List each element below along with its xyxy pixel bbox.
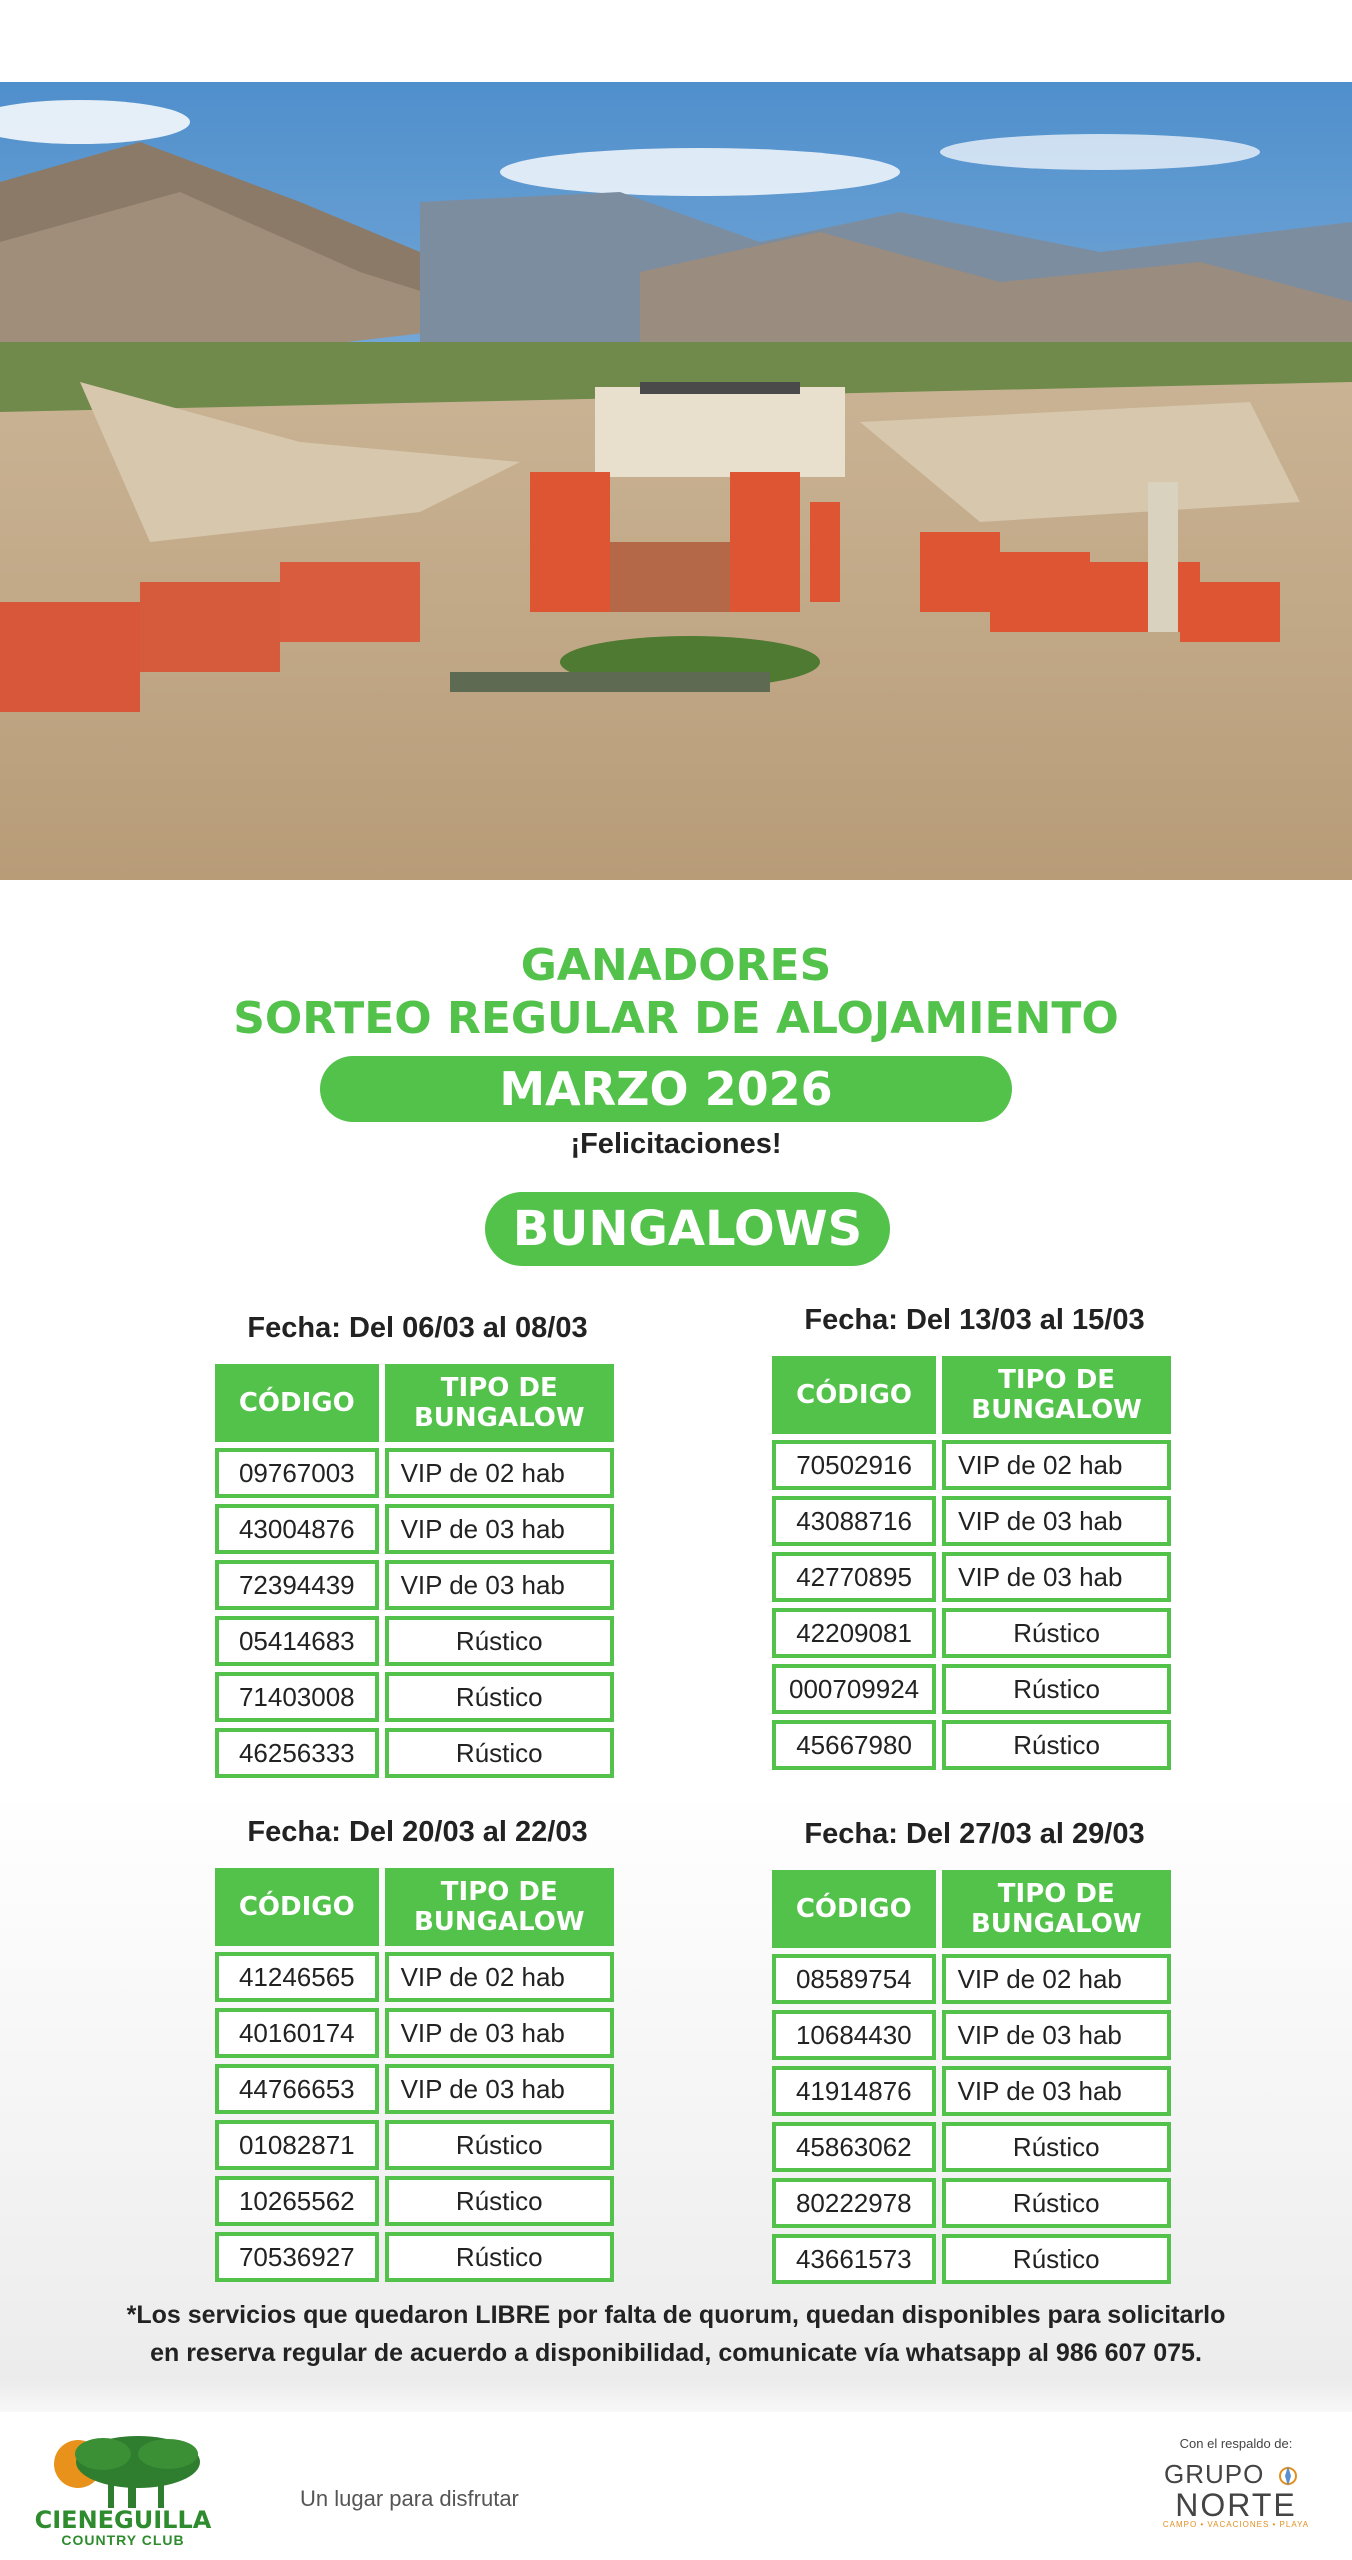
winners-group [215, 1812, 620, 2288]
support-name-text: GRUPO [1164, 2459, 1265, 2489]
note-line: *Los servicios que quedaron LIBRE por falta de quorum, quedan disponibles para solicitarlo [126, 2301, 1226, 2329]
cell-type: Rústico [942, 1664, 1171, 1714]
cell-code: 45667980 [772, 1720, 936, 1770]
cell-code: 41246565 [215, 1952, 379, 2002]
support-name-line1 [1146, 2459, 1326, 2490]
table-row [215, 1560, 614, 1610]
table-row [215, 1728, 614, 1778]
cell-code: 72394439 [215, 1560, 379, 1610]
tagline: Un lugar para disfrutar [300, 2486, 519, 2511]
support-label: Con el respaldo de: [1179, 2436, 1293, 2451]
column-header-type: TIPO DE BUNGALOW [385, 1364, 614, 1442]
cell-type: Rústico [942, 1608, 1171, 1658]
support-name-line2: NORTE [1175, 2487, 1297, 2523]
month-badge: MARZO 2026 [320, 1056, 1012, 1122]
cell-type: VIP de 02 hab [385, 1952, 614, 2002]
table-row [772, 2122, 1171, 2172]
cell-type: Rústico [385, 1616, 614, 1666]
cell-type: VIP de 03 hab [385, 1560, 614, 1610]
cell-type: Rústico [385, 1728, 614, 1778]
cell-code: 71403008 [215, 1672, 379, 1722]
cell-type: Rústico [942, 2178, 1171, 2228]
column-header-code: CÓDIGO [772, 1356, 936, 1434]
section-badge-bungalows: BUNGALOWS [485, 1192, 890, 1266]
table-row [772, 2178, 1171, 2228]
compass-icon [1273, 2464, 1303, 2488]
column-header-type: TIPO DE BUNGALOW [942, 1870, 1171, 1948]
winners-table [766, 1350, 1177, 1776]
title-draw: SORTEO REGULAR DE ALOJAMIENTO [233, 993, 1119, 1044]
cell-code: 80222978 [772, 2178, 936, 2228]
cell-type: VIP de 03 hab [942, 1496, 1171, 1546]
cell-code: 10265562 [215, 2176, 379, 2226]
cell-type: Rústico [942, 2122, 1171, 2172]
table-row [772, 1608, 1171, 1658]
table-row [215, 2232, 614, 2282]
cell-code: 000709924 [772, 1664, 936, 1714]
column-header-code: CÓDIGO [215, 1364, 379, 1442]
cell-type: Rústico [385, 2120, 614, 2170]
logo-name: CIENEGUILLA [34, 2506, 212, 2534]
table-row [772, 2234, 1171, 2284]
winners-table [766, 1864, 1177, 2290]
cell-code: 05414683 [215, 1616, 379, 1666]
winners-group [772, 1814, 1177, 2290]
cell-code: 01082871 [215, 2120, 379, 2170]
table-row [215, 1616, 614, 1666]
cell-code: 45863062 [772, 2122, 936, 2172]
cell-type: Rústico [385, 2176, 614, 2226]
table-row [772, 1440, 1171, 1490]
cell-type: VIP de 02 hab [942, 1954, 1171, 2004]
column-header-type: TIPO DE BUNGALOW [385, 1868, 614, 1946]
availability-note [40, 2296, 1312, 2372]
group-date: Fecha: Del 06/03 al 08/03 [247, 1312, 588, 1344]
table-row [772, 1552, 1171, 1602]
winners-group [215, 1308, 620, 1784]
table-row [215, 1448, 614, 1498]
logo-subtitle: COUNTRY CLUB [61, 2532, 185, 2548]
cell-code: 43661573 [772, 2234, 936, 2284]
cell-type: VIP de 03 hab [942, 2066, 1171, 2116]
hero-image [0, 82, 1352, 880]
cell-type: Rústico [942, 1720, 1171, 1770]
table-row [215, 2120, 614, 2170]
table-row [215, 1672, 614, 1722]
cell-type: VIP de 03 hab [385, 1504, 614, 1554]
cell-code: 10684430 [772, 2010, 936, 2060]
cell-code: 44766653 [215, 2064, 379, 2114]
tree-logo-icon [28, 2432, 218, 2512]
cell-code: 40160174 [215, 2008, 379, 2058]
cell-code: 42770895 [772, 1552, 936, 1602]
group-date: Fecha: Del 13/03 al 15/03 [804, 1304, 1145, 1336]
cell-type: Rústico [942, 2234, 1171, 2284]
group-date: Fecha: Del 27/03 al 29/03 [804, 1818, 1145, 1850]
cell-code: 43004876 [215, 1504, 379, 1554]
cell-code: 70502916 [772, 1440, 936, 1490]
footer [0, 2412, 1352, 2560]
cell-code: 41914876 [772, 2066, 936, 2116]
cell-code: 43088716 [772, 1496, 936, 1546]
cell-type: VIP de 03 hab [385, 2008, 614, 2058]
cell-code: 46256333 [215, 1728, 379, 1778]
table-row [215, 2064, 614, 2114]
column-header-type: TIPO DE BUNGALOW [942, 1356, 1171, 1434]
winners-table [209, 1862, 620, 2288]
cell-type: VIP de 03 hab [385, 2064, 614, 2114]
table-row [772, 2010, 1171, 2060]
table-row [772, 1720, 1171, 1770]
table-row [772, 1954, 1171, 2004]
table-row [215, 2176, 614, 2226]
cell-code: 09767003 [215, 1448, 379, 1498]
table-row [772, 2066, 1171, 2116]
table-row [772, 1664, 1171, 1714]
table-row [772, 1496, 1171, 1546]
cell-type: VIP de 02 hab [385, 1448, 614, 1498]
group-date: Fecha: Del 20/03 al 22/03 [247, 1816, 588, 1848]
cell-type: Rústico [385, 1672, 614, 1722]
cell-type: VIP de 02 hab [942, 1440, 1171, 1490]
note-line: en reserva regular de acuerdo a disponibilidad, comunicate vía whatsapp al 986 607 075. [150, 2339, 1202, 2367]
title-winners: GANADORES [520, 940, 832, 991]
column-header-code: CÓDIGO [772, 1870, 936, 1948]
cell-code: 70536927 [215, 2232, 379, 2282]
winners-group [772, 1300, 1177, 1776]
cell-type: VIP de 03 hab [942, 1552, 1171, 1602]
congrats-text: ¡Felicitaciones! [570, 1128, 782, 1160]
cell-code: 08589754 [772, 1954, 936, 2004]
cell-type: Rústico [385, 2232, 614, 2282]
table-row [215, 2008, 614, 2058]
table-row [215, 1504, 614, 1554]
support-subtitle: CAMPO • VACACIONES • PLAYA [1162, 2520, 1310, 2529]
cell-type: VIP de 03 hab [942, 2010, 1171, 2060]
winners-table [209, 1358, 620, 1784]
column-header-code: CÓDIGO [215, 1868, 379, 1946]
grupo-norte-logo [1146, 2436, 1326, 2529]
cieneguilla-logo [28, 2432, 218, 2552]
cell-code: 42209081 [772, 1608, 936, 1658]
table-row [215, 1952, 614, 2002]
